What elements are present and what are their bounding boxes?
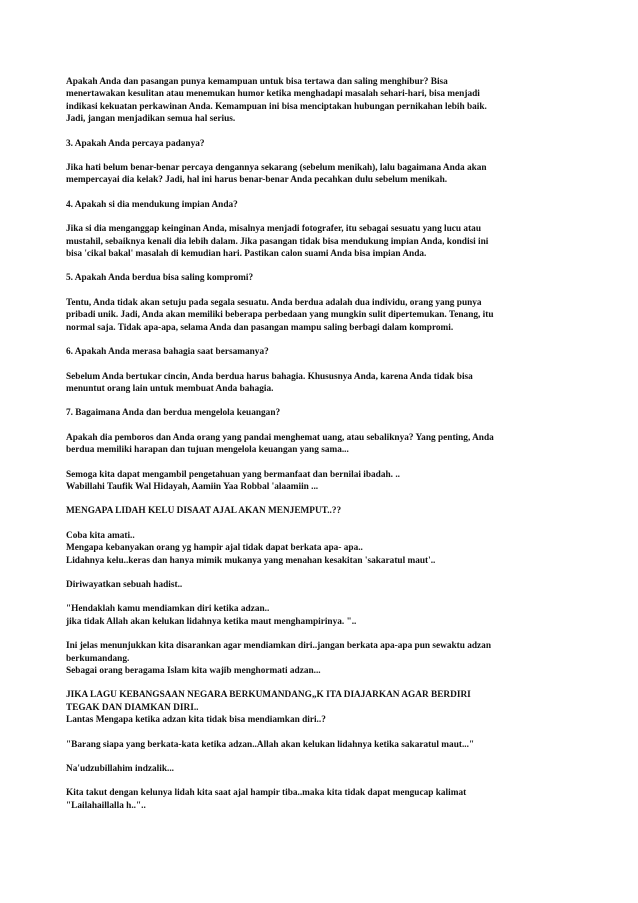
text-line: JIKA LAGU KEBANGSAAN NEGARA BERKUMANDANG„K ITA DIAJARKAN AGAR BERDIRI <box>66 690 471 701</box>
text-line: 7. Bagaimana Anda dan berdua mengelola keuangan? <box>66 408 281 419</box>
paragraph <box>66 469 574 494</box>
text-line: Semoga kita dapat mengambil pengetahuan yang bermanfaat dan bernilai ibadah. .. <box>66 469 400 480</box>
text-line: normal saja. Tidak apa-apa, selama Anda dan pasangan mampu saling berbagi dalam kompromi. <box>66 322 454 333</box>
paragraph <box>66 603 574 628</box>
paragraph <box>66 505 574 517</box>
text-line: Mengapa kebanyakan orang yg hampir ajal tidak dapat berkata apa- apa.. <box>66 543 363 554</box>
text-line: jika tidak Allah akan kelukan lidahnya ketika maut menghampirinya. ".. <box>66 616 357 627</box>
text-line: 5. Apakah Anda berdua bisa saling kompromi? <box>66 273 254 284</box>
paragraph <box>66 199 574 211</box>
paragraph <box>66 371 574 396</box>
text-line: Wabillahi Taufik Wal Hidayah, Aamiin Yaa Robbal 'alaamiin ... <box>66 481 319 492</box>
text-line: Tentu, Anda tidak akan setuju pada segala sesuatu. Anda berdua adalah dua individu, orang yang punya <box>66 297 482 308</box>
text-line: MENGAPA LIDAH KELU DISAAT AJAL AKAN MENJEMPUT..?? <box>66 506 342 517</box>
paragraph <box>66 579 574 591</box>
text-line: Jika hati belum benar-benar percaya dengannya sekarang (sebelum menikah), lalu bagaimana Anda akan <box>66 163 487 174</box>
paragraph <box>66 432 574 457</box>
text-line: 4. Apakah si dia mendukung impian Anda? <box>66 199 238 210</box>
text-line: bisa 'cikal bakal' masalah di kemudian hari. Pastikan calon suami Anda bisa impian Anda. <box>66 249 427 260</box>
paragraph <box>66 76 574 126</box>
text-line: mustahil, sebaiknya kenali dia lebih dalam. Jika pasangan tidak bisa mendukung impian Anda, kondisi ini <box>66 236 489 247</box>
paragraph <box>66 162 574 187</box>
text-line: berkumandang. <box>66 653 130 664</box>
paragraph <box>66 138 574 150</box>
text-line: Lidahnya kelu..keras dan hanya mimik mukanya yang menahan kesakitan 'sakaratul maut'.. <box>66 555 436 566</box>
paragraph <box>66 787 574 812</box>
text-line: menertawakan kesulitan atau menemukan humor ketika menghadapi masalah sehari-hari, bisa menjadi <box>66 89 480 100</box>
text-line: Jika si dia menganggap keinginan Anda, misalnya menjadi fotografer, itu sebagai sesuatu yang lucu atau <box>66 224 481 235</box>
paragraph <box>66 640 574 677</box>
paragraph <box>66 297 574 334</box>
text-line: mempercayai dia kelak? Jadi, hal ini harus benar-benar Anda pecahkan dulu sebelum menikah. <box>66 175 448 186</box>
text-line: "Hendaklah kamu mendiamkan diri ketika adzan.. <box>66 604 270 615</box>
text-line: menuntut orang lain untuk membuat Anda bahagia. <box>66 383 274 394</box>
text-line: Jadi, jangan menjadikan semua hal serius. <box>66 114 236 125</box>
paragraph <box>66 739 574 751</box>
text-line: "Lailahaillalla h..".. <box>66 800 146 811</box>
text-line: Kita takut dengan kelunya lidah kita saat ajal hampir tiba..maka kita tidak dapat mengucap kalimat <box>66 788 467 799</box>
text-line: berdua memiliki harapan dan tujuan mengelola keuangan yang sama... <box>66 445 349 456</box>
paragraph <box>66 272 574 284</box>
text-line: Apakah Anda dan pasangan punya kemampuan untuk bisa tertawa dan saling menghibur? Bisa <box>66 77 448 87</box>
text-line: "Barang siapa yang berkata-kata ketika adzan..Allah akan kelukan lidahnya ketika sakaratul maut..." <box>66 739 475 750</box>
text-line: Coba kita amati.. <box>66 530 135 541</box>
text-line: Lantas Mengapa ketika adzan kita tidak bisa mendiamkan diri..? <box>66 715 326 726</box>
text-line: Sebelum Anda bertukar cincin, Anda berdua harus bahagia. Khususnya Anda, karena Anda tidak bisa <box>66 371 473 382</box>
document-page <box>66 76 574 824</box>
text-line: Apakah dia pemboros dan Anda orang yang pandai menghemat uang, atau sebaliknya? Yang penting, Anda <box>66 432 494 443</box>
text-line: Ini jelas menunjukkan kita disarankan agar mendiamkan diri..jangan berkata apa-apa pun sewaktu adzan <box>66 641 492 652</box>
paragraph <box>66 763 574 775</box>
text-line: 3. Apakah Anda percaya padanya? <box>66 138 205 149</box>
paragraph <box>66 223 574 260</box>
text-line: Na'udzubillahim indzalik... <box>66 764 174 775</box>
text-line: 6. Apakah Anda merasa bahagia saat bersamanya? <box>66 347 269 358</box>
text-line: Sebagai orang beragama Islam kita wajib menghormati adzan... <box>66 666 321 676</box>
text-line: Diriwayatkan sebuah hadist.. <box>66 579 183 590</box>
text-line: indikasi kekuatan perkawinan Anda. Kemampuan ini bisa menciptakan hubungan pernikahan lebih baik. <box>66 101 487 112</box>
paragraph <box>66 346 574 358</box>
text-line: TEGAK DAN DIAMKAN DIRI.. <box>66 702 199 713</box>
paragraph <box>66 530 574 567</box>
text-line: pribadi unik. Jadi, Anda akan memiliki beberapa perbedaan yang mungkin sulit dipertemukan. Tenang, itu <box>66 310 494 321</box>
paragraph <box>66 407 574 419</box>
paragraph <box>66 689 574 726</box>
